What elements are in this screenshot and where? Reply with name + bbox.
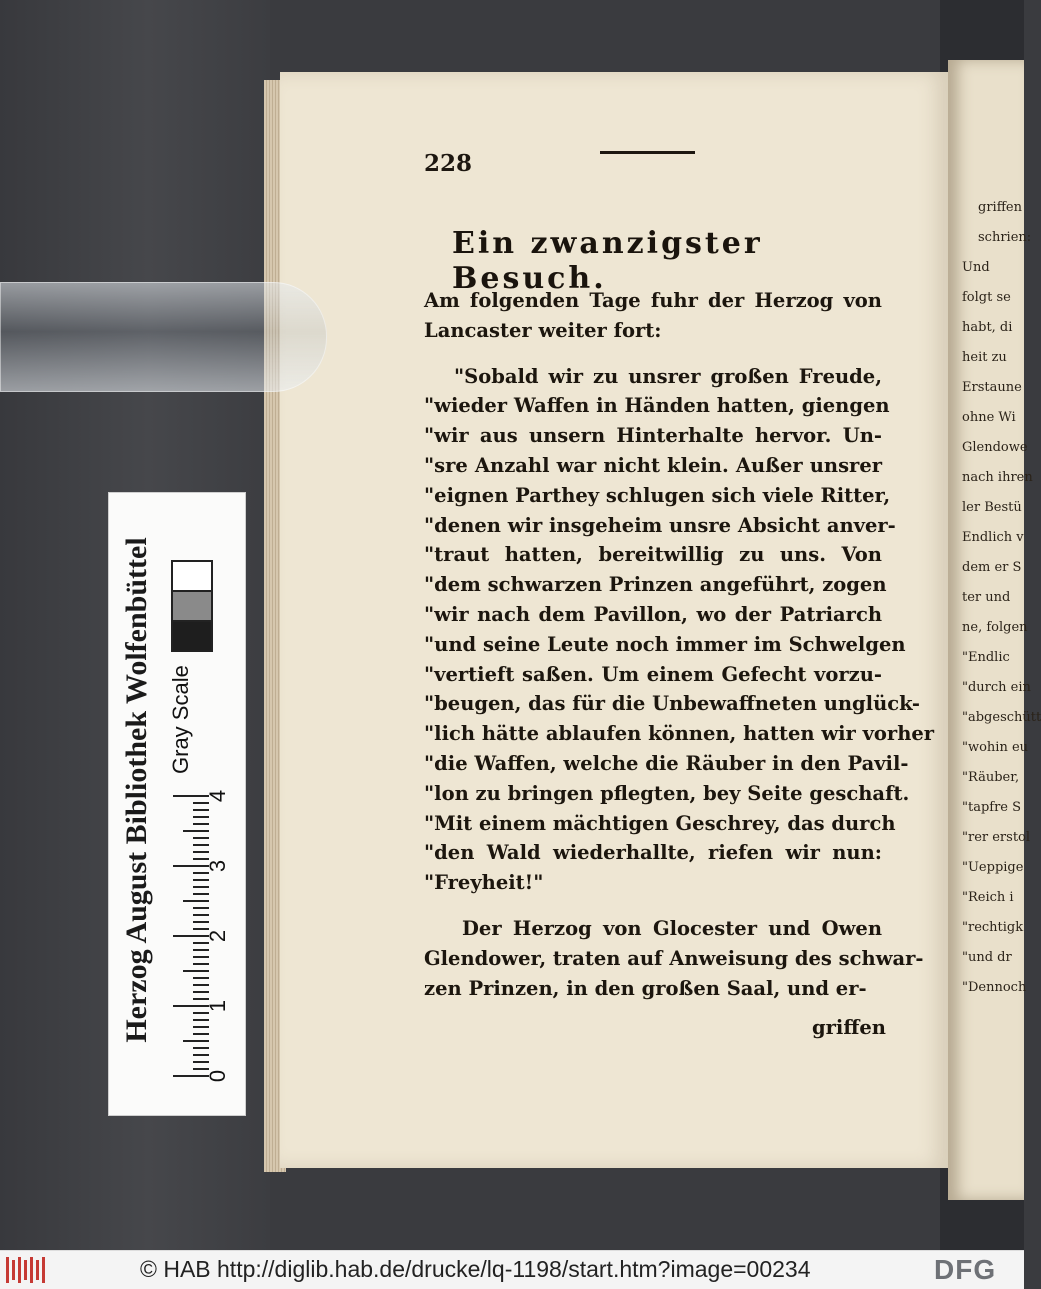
ruler-number: 1 bbox=[205, 999, 231, 1013]
ruler-tick bbox=[193, 879, 209, 881]
body-text bbox=[424, 286, 935, 1003]
ruler-tick bbox=[193, 921, 209, 923]
facing-text-line: ohne Wi bbox=[962, 410, 1016, 425]
copyright-url[interactable]: © HAB http://diglib.hab.de/drucke/lq-1198/start.htm?image=00234 bbox=[140, 1256, 811, 1282]
ruler-label: Herzog August Bibliothek Wolfenbüttel bbox=[120, 537, 153, 1043]
ruler-tick bbox=[193, 956, 209, 958]
ruler-tick bbox=[193, 914, 209, 916]
ruler-tick bbox=[193, 1054, 209, 1056]
facing-text-line: ne, folgen bbox=[962, 620, 1028, 635]
ruler-tick bbox=[193, 963, 209, 965]
ruler-tick bbox=[183, 900, 209, 902]
ruler-tick bbox=[193, 823, 209, 825]
ruler-tick bbox=[173, 935, 209, 937]
text-line: "lon zu bringen pflegten, bey Seite geschaft. bbox=[424, 781, 910, 805]
ruler-tick bbox=[193, 991, 209, 993]
header-rule bbox=[600, 151, 695, 154]
hab-logo-icon bbox=[6, 1257, 46, 1283]
text-line: "den Wald wiederhallte, riefen wir nun: bbox=[424, 841, 882, 865]
facing-text-line: "Räuber, bbox=[962, 770, 1020, 785]
text-line: "wir nach dem Pavillon, wo der Patriarch bbox=[424, 602, 882, 626]
ruler-tick bbox=[183, 970, 209, 972]
ruler-ticks bbox=[173, 791, 209, 1075]
scale-ruler bbox=[108, 492, 246, 1116]
text-line: "wieder Waffen in Händen hatten, giengen bbox=[424, 394, 890, 418]
text-line: zen Prinzen, in den großen Saal, und er- bbox=[424, 976, 867, 1000]
ruler-tick bbox=[193, 802, 209, 804]
text-line: "traut hatten, bereitwillig zu uns. Von bbox=[424, 543, 882, 567]
facing-text-line: Endlich v bbox=[962, 530, 1024, 545]
facing-text-line: dem er S bbox=[962, 560, 1022, 575]
ruler-tick bbox=[173, 1005, 209, 1007]
text-line: "Sobald wir zu unsrer großen Freude, bbox=[454, 364, 882, 388]
facing-text-line: "Dennoch bbox=[962, 980, 1027, 995]
ruler-number: 3 bbox=[205, 859, 231, 873]
facing-text-line: "und dr bbox=[962, 950, 1012, 965]
ruler-tick bbox=[173, 1075, 209, 1077]
facing-text-line: nach ihren bbox=[962, 470, 1033, 485]
text-line: Am folgenden Tage fuhr der Herzog von bbox=[424, 289, 882, 312]
text-line: "und seine Leute noch immer im Schwelgen bbox=[424, 632, 906, 656]
text-line: "denen wir insgeheim unsre Absicht anver- bbox=[424, 513, 896, 537]
ruler-tick bbox=[193, 809, 209, 811]
text-line: "beugen, das für die Unbewaffneten unglück- bbox=[424, 692, 920, 716]
ruler-tick bbox=[193, 1026, 209, 1028]
facing-text-line: ler Bestü bbox=[962, 500, 1022, 515]
ruler-number: 4 bbox=[205, 789, 231, 803]
facing-text-line: "tapfre S bbox=[962, 800, 1022, 815]
facing-text-line: "Ueppige bbox=[962, 860, 1024, 875]
facing-text-line: schrien: bbox=[978, 230, 1032, 245]
facing-text-line: "abgeschütt bbox=[962, 710, 1041, 725]
facing-text-line: "durch ein bbox=[962, 680, 1031, 695]
gray-swatch-mid bbox=[171, 590, 213, 622]
text-line: Glendower, traten auf Anweisung des schwar- bbox=[424, 946, 924, 970]
facing-text-line: "Reich i bbox=[962, 890, 1014, 905]
text-line: "die Waffen, welche die Räuber in den Pavil- bbox=[424, 751, 909, 775]
ruler-tick bbox=[193, 1019, 209, 1021]
text-line: "eignen Parthey schlugen sich viele Ritter, bbox=[424, 483, 891, 507]
ruler-tick bbox=[193, 942, 209, 944]
ruler-tick bbox=[193, 851, 209, 853]
facing-text-line: griffen bbox=[978, 200, 1022, 215]
text-line: "lich hätte ablaufen können, hatten wir vorher bbox=[424, 722, 935, 746]
text-line: "sre Anzahl war nicht klein. Außer unsrer bbox=[424, 453, 882, 477]
footer-bar bbox=[0, 1250, 1024, 1289]
chapter-title: Ein zwanzigster Besuch. bbox=[452, 226, 763, 296]
text-line: "vertieft saßen. Um einem Gefecht vorzu- bbox=[424, 662, 882, 686]
ruler-tick bbox=[193, 837, 209, 839]
facing-text-line: "rechtigk bbox=[962, 920, 1024, 935]
facing-text-line: "Endlic bbox=[962, 650, 1010, 665]
facing-text-line: heit zu bbox=[962, 350, 1007, 365]
ruler-number: 2 bbox=[205, 929, 231, 943]
plexiglass-page-clip bbox=[0, 282, 327, 392]
ruler-tick bbox=[193, 893, 209, 895]
ruler-tick bbox=[193, 816, 209, 818]
ruler-tick bbox=[193, 949, 209, 951]
dfg-logo: DFG bbox=[934, 1254, 997, 1285]
ruler-tick bbox=[173, 795, 209, 797]
ruler-tick bbox=[173, 865, 209, 867]
ruler-tick bbox=[193, 1061, 209, 1063]
facing-page bbox=[948, 60, 1041, 1200]
gray-scale-label: Gray Scale bbox=[168, 665, 193, 774]
catchword: griffen bbox=[812, 1016, 886, 1039]
ruler-tick bbox=[183, 1040, 209, 1042]
facing-text-line: ter und bbox=[962, 590, 1011, 605]
ruler-tick bbox=[193, 984, 209, 986]
text-line: "wir aus unsern Hinterhalte hervor. Un- bbox=[424, 424, 882, 448]
page-number: 228 bbox=[424, 150, 473, 177]
ruler-tick bbox=[193, 977, 209, 979]
facing-text-line: Und bbox=[962, 260, 990, 275]
ruler-tick bbox=[193, 872, 209, 874]
facing-text-line: habt, di bbox=[962, 320, 1013, 335]
gray-swatch-white bbox=[171, 560, 213, 592]
facing-text-line: "rer erstol bbox=[962, 830, 1031, 845]
ruler-tick bbox=[193, 1047, 209, 1049]
facing-text-line: Glendowe bbox=[962, 440, 1028, 455]
ruler-number: 0 bbox=[205, 1069, 231, 1083]
ruler-tick bbox=[183, 830, 209, 832]
text-line: Der Herzog von Glocester und Owen bbox=[462, 916, 882, 940]
text-line: "dem schwarzen Prinzen angeführt, zogen bbox=[424, 573, 887, 597]
ruler-tick bbox=[193, 886, 209, 888]
facing-text-line: folgt se bbox=[962, 290, 1011, 305]
ruler-tick bbox=[193, 1033, 209, 1035]
ruler-tick bbox=[193, 907, 209, 909]
ruler-tick bbox=[193, 1012, 209, 1014]
facing-text-line: "wohin eu bbox=[962, 740, 1029, 755]
ruler-tick bbox=[193, 844, 209, 846]
text-line: "Mit einem mächtigen Geschrey, das durch bbox=[424, 811, 896, 835]
text-line: Lancaster weiter fort: bbox=[424, 318, 662, 342]
text-line: "Freyheit!" bbox=[424, 871, 544, 895]
facing-text-line: Erstaune bbox=[962, 380, 1022, 395]
